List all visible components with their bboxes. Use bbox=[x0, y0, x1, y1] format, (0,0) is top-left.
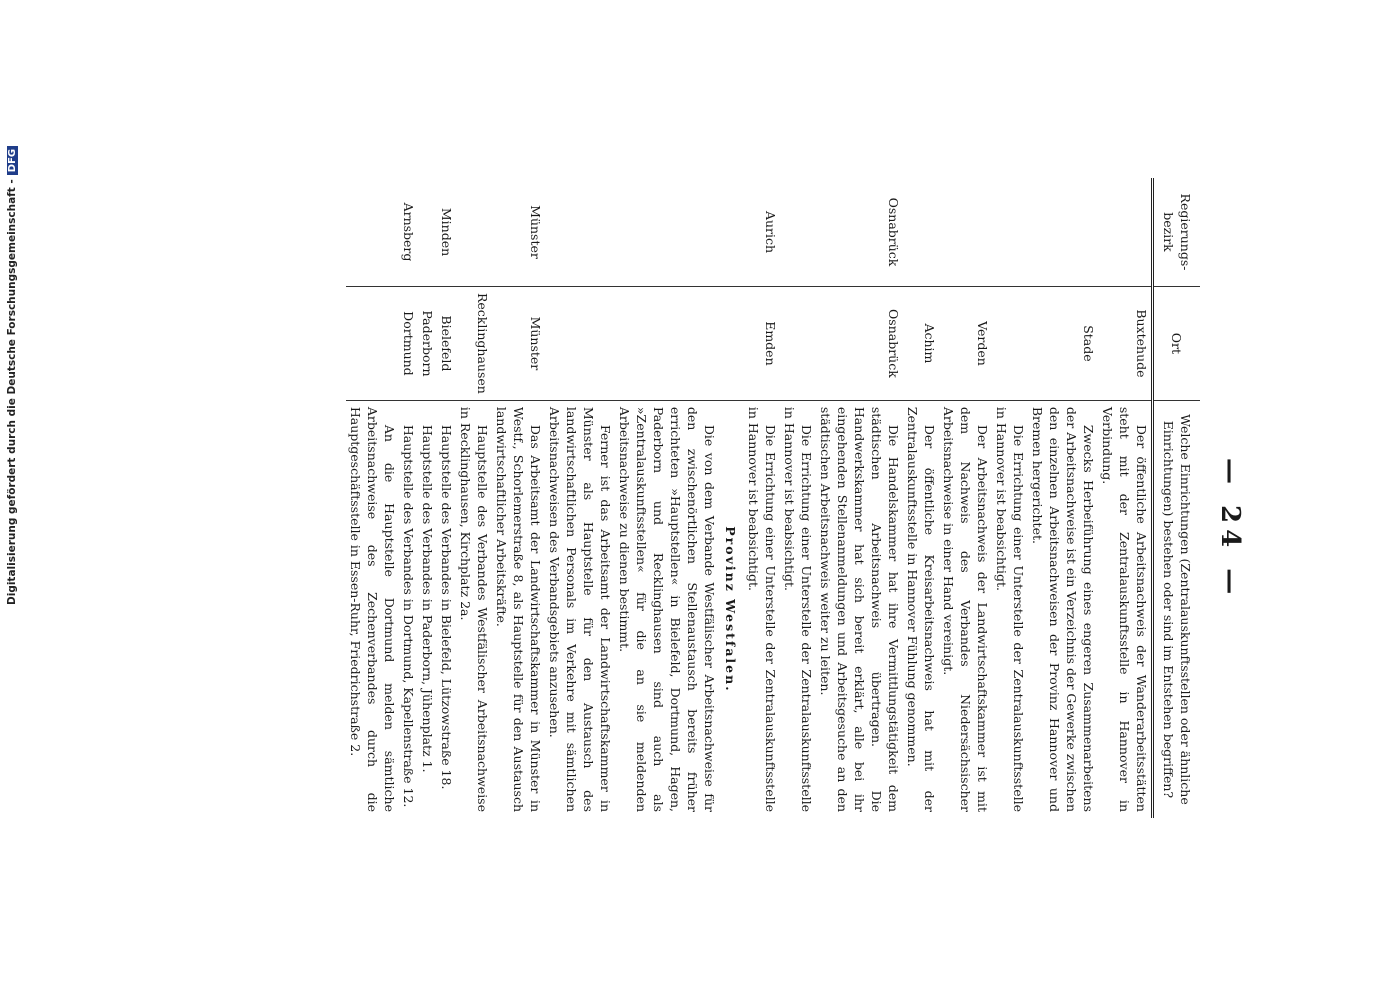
province-title: Provinz Westfalen. bbox=[723, 526, 738, 693]
ort-cell bbox=[615, 287, 719, 401]
table-row bbox=[903, 178, 939, 818]
einrichtung-text: Das Arbeitsamt der Landwirtschaftskammer in Münster in Westf., Schorlemerstraße 8, als Hauptstelle für den Austausch landwirtschaftlicher Arbeitskräfte. bbox=[494, 406, 543, 812]
table-row bbox=[1098, 178, 1153, 818]
province-cell bbox=[719, 400, 744, 818]
table-row bbox=[492, 178, 545, 818]
einrichtung-text: Die Errichtung einer Unterstelle der Zentralauskunftsstelle in Hannover ist beabsichtigt. bbox=[746, 406, 778, 812]
einrichtung-text: Hauptstelle des Verbandes in Dortmund, Kapellenstraße 12. bbox=[401, 424, 416, 808]
einrichtung-text: Der Arbeitsnachweis der Landwirtschaftskammer ist mit dem Nachweis des Verbandes Niedersächsischer Arbeitsnachweise in einer Hand vereinigt. bbox=[941, 406, 990, 812]
ort-cell: Achim bbox=[903, 287, 939, 401]
regierungsbezirk-cell: Münster bbox=[528, 205, 543, 259]
institutions-table bbox=[346, 178, 1200, 818]
table-row bbox=[456, 178, 492, 818]
einrichtung-text: An die Hauptstelle Dortmund melden sämtliche Arbeitsnachweise des Zechenverbandes durch die Hauptgeschäftsstelle in Essen-Ruhr, Friedrichstraße 2. bbox=[348, 406, 397, 812]
footer-text: Digitalisierung gefördert durch die Deutsche Forschungsgemeinschaft - bbox=[6, 179, 18, 605]
einrichtung-text: Die von dem Verbande Westfälischer Arbeitsnachweise für den zwischenörtlichen Stellenaustausch bereits früher errichteten »Hauptstellen« in Bielefeld, Dortmund, Hagen, Paderborn und Recklinghausen sind auch als »Zentralauskunftsstellen« für die an sie meldenden Arbeitsnachweise zu dienen bestimmt. bbox=[617, 406, 717, 812]
regierungsbezirk-cell: Minden bbox=[439, 207, 454, 257]
regierungsbezirk-cell bbox=[1028, 178, 1098, 287]
header-ort: Ort bbox=[1153, 287, 1201, 401]
regierungsbezirk-cell bbox=[545, 178, 615, 287]
ort-cell: Buxtehude bbox=[1098, 287, 1153, 401]
ort-cell: Paderborn bbox=[418, 287, 437, 401]
table-row bbox=[816, 178, 903, 818]
regierungsbezirk-cell: Aurich bbox=[763, 210, 778, 254]
page-number: — 24 — bbox=[1215, 458, 1245, 601]
ort-cell bbox=[992, 287, 1028, 401]
table-body bbox=[346, 178, 1153, 818]
table-row bbox=[744, 178, 780, 818]
empty-cell bbox=[719, 178, 744, 287]
regierungsbezirk-cell bbox=[346, 178, 399, 287]
table-row bbox=[615, 178, 719, 818]
empty-cell bbox=[719, 287, 744, 401]
ort-cell: Verden bbox=[939, 287, 992, 401]
regierungsbezirk-cell: Arnsberg bbox=[401, 202, 416, 262]
table-row bbox=[939, 178, 992, 818]
regierungsbezirk-cell: Osnabrück bbox=[886, 197, 901, 267]
ort-cell: Stade bbox=[1028, 287, 1098, 401]
table-row bbox=[992, 178, 1028, 818]
ort-cell bbox=[780, 287, 816, 401]
einrichtung-text: Der öffentliche Arbeitsnachweis der Wanderarbeitsstätten steht mit der Zentralauskunftsstelle in Hannover in Verbindung. bbox=[1100, 406, 1149, 812]
province-row bbox=[719, 178, 744, 818]
regierungsbezirk-cell bbox=[1098, 178, 1153, 287]
regierungsbezirk-cell bbox=[615, 178, 719, 287]
einrichtung-text: Ferner ist das Arbeitsamt der Landwirtschaftskammer in Münster als Hauptstelle für den Austausch des landwirtschaftlichen Personals im Verkehre mit sämtlichen Arbeitsnachweisen des Verbandsgebiets anzusehen. bbox=[547, 406, 613, 812]
table-row bbox=[780, 178, 816, 818]
einrichtung-text: Der öffentliche Kreisarbeitsnachweis hat mit der Zentralauskunftsstelle in Hannover Fühlung genommen. bbox=[905, 406, 937, 812]
einrichtung-text: Die Errichtung einer Unterstelle der Zentralauskunftsstelle in Hannover ist beabsichtigt. bbox=[994, 406, 1026, 812]
header-einrichtungen: Welche Einrichtungen (Zentralauskunftsstellen oder ähnliche Einrichtungen) bestehen oder sind im Entstehen begriffen? bbox=[1153, 400, 1201, 818]
ort-cell: Emden bbox=[744, 287, 780, 401]
table-row bbox=[346, 178, 399, 818]
regierungsbezirk-cell bbox=[418, 178, 437, 287]
table-row bbox=[437, 178, 456, 818]
ort-cell bbox=[346, 287, 399, 401]
ort-cell: Bielefeld bbox=[437, 287, 456, 401]
table-header-row bbox=[1153, 178, 1201, 818]
regierungsbezirk-cell bbox=[903, 178, 939, 287]
ort-cell: Dortmund bbox=[399, 287, 418, 401]
regierungsbezirk-cell bbox=[939, 178, 992, 287]
regierungsbezirk-cell bbox=[456, 178, 492, 287]
einrichtung-text: Hauptstelle des Verbandes in Paderborn, Jühenplatz 1. bbox=[420, 424, 435, 773]
ort-cell: Münster bbox=[492, 287, 545, 401]
rotated-page bbox=[175, 178, 1245, 818]
dfg-logo: DFG bbox=[7, 146, 18, 175]
regierungsbezirk-cell bbox=[992, 178, 1028, 287]
table-row bbox=[545, 178, 615, 818]
einrichtung-text: Zwecks Herbeiführung eines engeren Zusammenarbeitens der Arbeitsnachweise ist ein Verzeichnis der Gewerke zwischen den einzelnen Arbeitsnachweisen der Provinz Hannover und Bremen hergerichtet. bbox=[1030, 406, 1096, 812]
table-row bbox=[1028, 178, 1098, 818]
footer-credit bbox=[6, 146, 18, 605]
einrichtung-text: Die Errichtung einer Unterstelle der Zentralauskunftsstelle in Hannover ist beabsichtigt. bbox=[782, 406, 814, 812]
einrichtung-text: Die Handelskammer hat ihre Vermittlungstätigkeit dem städtischen Arbeitsnachweis übertragen. Die Handwerkskammer hat sich bereit erklärt, alle bei ihr eingehenden Stellenanmeldungen und Arbeitsgesuche an den städtischen Arbeitsnachweis weiter zu leiten. bbox=[818, 406, 901, 812]
header-regierungsbezirk: Regierungs-bezirk bbox=[1153, 178, 1201, 287]
einrichtung-text: Hauptstelle des Verbandes in Bielefeld, Lützowstraße 18. bbox=[439, 424, 454, 790]
einrichtung-text: Hauptstelle des Verbandes Westfälischer Arbeitsnachweise in Recklinghausen, Kirchplatz 2a. bbox=[458, 406, 490, 812]
table-row bbox=[399, 178, 418, 818]
ort-cell: Osnabrück bbox=[816, 287, 903, 401]
ort-cell bbox=[545, 287, 615, 401]
table-row bbox=[418, 178, 437, 818]
regierungsbezirk-cell bbox=[780, 178, 816, 287]
ort-cell: Recklinghausen bbox=[456, 287, 492, 401]
